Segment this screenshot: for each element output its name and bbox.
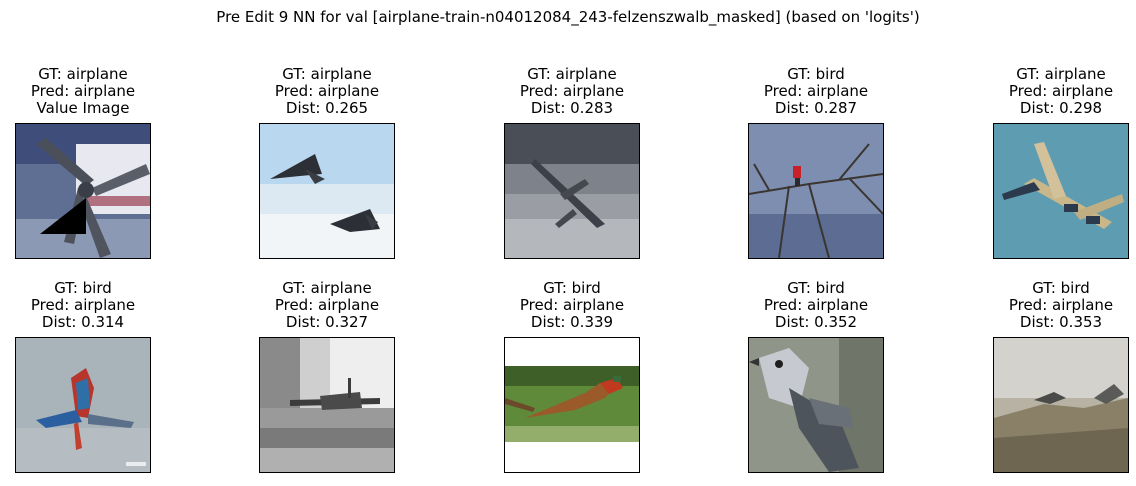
gt-label: GT: bird (787, 65, 845, 83)
panel-caption (219, 66, 435, 117)
thumbnail-pheasant (504, 337, 640, 473)
thumbnail-propeller-airplane (15, 123, 151, 259)
pred-label: Pred: airplane (1008, 296, 1114, 314)
pheasant-image (505, 338, 639, 472)
pred-label: Pred: airplane (763, 296, 869, 314)
panel-caption (708, 280, 924, 331)
info-label: Dist: 0.353 (1019, 313, 1103, 331)
pred-label: Pred: airplane (274, 296, 380, 314)
gt-label: GT: airplane (1016, 65, 1106, 83)
panel-caption (708, 66, 924, 117)
gt-label: GT: bird (543, 279, 601, 297)
thumbnail-plane-clouds (504, 123, 640, 259)
pred-label: Pred: airplane (274, 82, 380, 100)
figure-title: Pre Edit 9 NN for val [airplane-train-n04012084_243-felzenszwalb_masked] (based on 'logits') (216, 8, 920, 26)
gt-label: GT: airplane (282, 279, 372, 297)
info-label: Dist: 0.352 (774, 313, 858, 331)
pred-label: Pred: airplane (519, 296, 625, 314)
panel-caption (464, 280, 680, 331)
bw-plane-image (260, 338, 394, 472)
panel-caption (0, 66, 191, 117)
info-label: Value Image (36, 99, 130, 117)
pred-label: Pred: airplane (30, 296, 136, 314)
thumbnail-bw-plane (259, 337, 395, 473)
pred-label: Pred: airplane (519, 82, 625, 100)
thumbnail-two-jets (259, 123, 395, 259)
red-bird-image (749, 124, 883, 258)
panel-caption (219, 280, 435, 331)
plane-clouds-image (505, 124, 639, 258)
panel-caption (953, 66, 1136, 117)
panel-caption (0, 280, 191, 331)
info-label: Dist: 0.283 (530, 99, 614, 117)
thumbnail-gray-bird (748, 337, 884, 473)
pred-label: Pred: airplane (1008, 82, 1114, 100)
thumbnail-red-bird (748, 123, 884, 259)
pred-label: Pred: airplane (30, 82, 136, 100)
gt-label: GT: bird (54, 279, 112, 297)
gt-label: GT: airplane (527, 65, 617, 83)
info-label: Dist: 0.298 (1019, 99, 1103, 117)
gt-label: GT: bird (787, 279, 845, 297)
gt-label: GT: bird (1032, 279, 1090, 297)
pred-label: Pred: airplane (763, 82, 869, 100)
info-label: Dist: 0.287 (774, 99, 858, 117)
parrot-image (16, 338, 150, 472)
thumbnail-bird-rocks (993, 337, 1129, 473)
airliner-image (994, 124, 1128, 258)
two-jets-image (260, 124, 394, 258)
gt-label: GT: airplane (282, 65, 372, 83)
info-label: Dist: 0.339 (530, 313, 614, 331)
gray-bird-image (749, 338, 883, 472)
bird-rocks-image (994, 338, 1128, 472)
propeller-airplane-image (16, 124, 150, 258)
thumbnail-parrot (15, 337, 151, 473)
panel-caption (953, 280, 1136, 331)
thumbnail-airliner (993, 123, 1129, 259)
info-label: Dist: 0.327 (285, 313, 369, 331)
panel-caption (464, 66, 680, 117)
gt-label: GT: airplane (38, 65, 128, 83)
info-label: Dist: 0.265 (285, 99, 369, 117)
info-label: Dist: 0.314 (41, 313, 125, 331)
